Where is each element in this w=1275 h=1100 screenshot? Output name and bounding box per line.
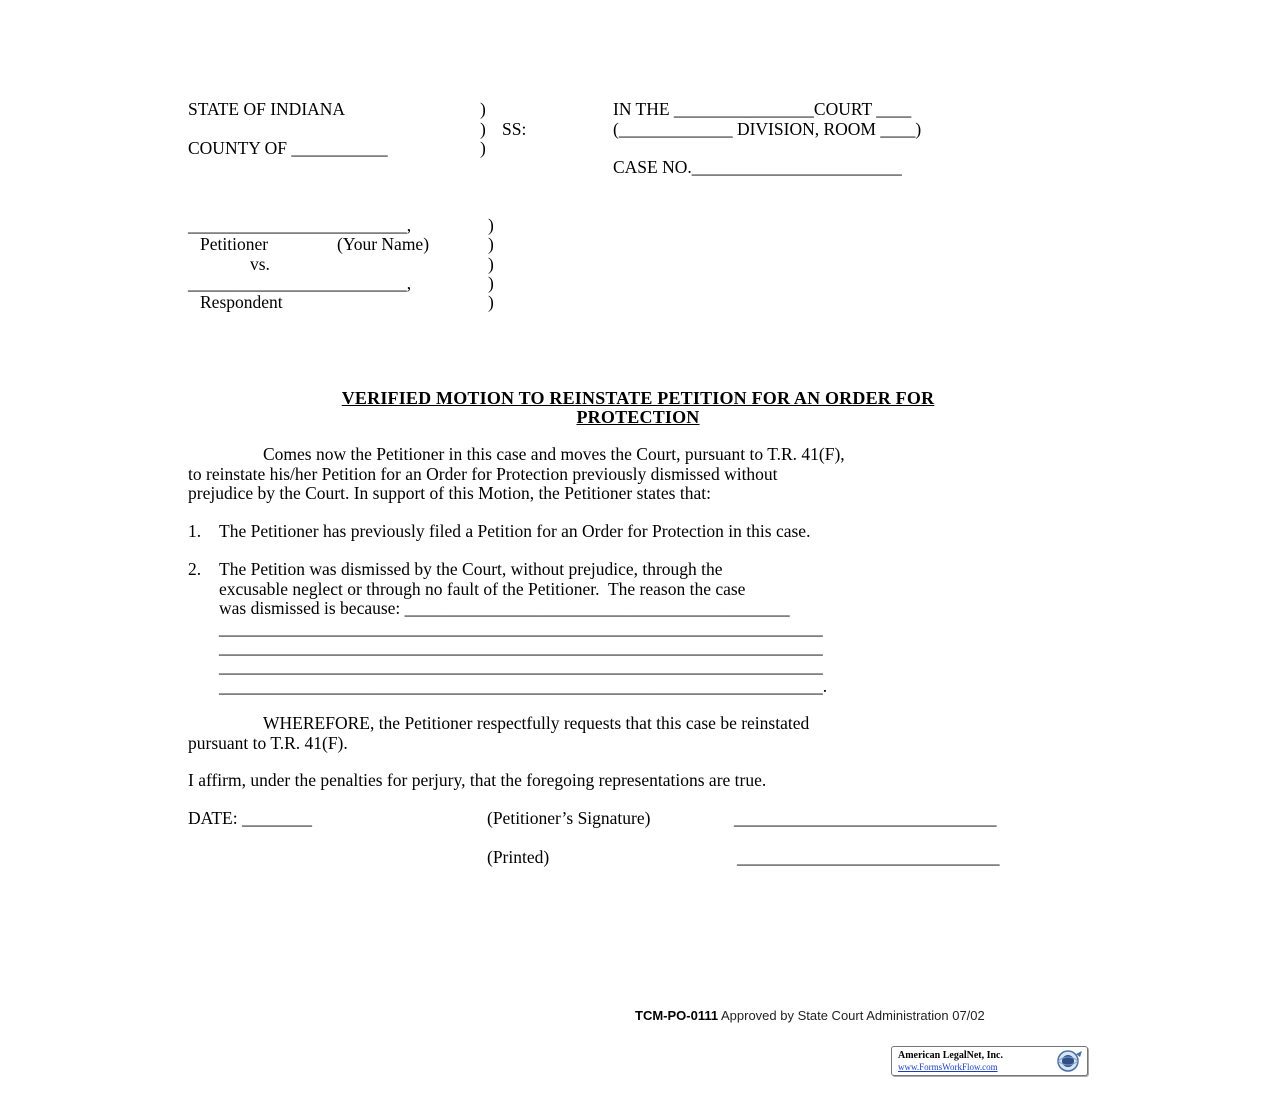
date-field: DATE: ________: [188, 808, 312, 828]
item-number: 2.: [188, 559, 202, 579]
reason-blank-line: _____________________________________________________________________: [219, 656, 823, 676]
printed-name-line: ______________________________: [737, 847, 1000, 867]
affirmation-statement: I affirm, under the penalties for perjury, that the foregoing representations are true.: [188, 770, 767, 790]
reason-blank-line: _____________________________________________________________________: [219, 637, 823, 657]
state-label: STATE OF INDIANA: [188, 99, 346, 119]
publisher-name: American LegalNet, Inc.: [898, 1050, 1003, 1061]
document-title-cont: PROTECTION: [576, 407, 700, 427]
case-number-field: CASE NO.________________________: [613, 157, 902, 177]
ss-label: SS:: [502, 119, 527, 139]
globe-icon: [1052, 1049, 1084, 1073]
reason-field: was dismissed is because: ____________________________________________: [219, 598, 790, 618]
form-footer: [635, 1008, 985, 1023]
item-number: 1.: [188, 521, 202, 541]
reason-blank-line: _____________________________________________________________________.: [219, 676, 828, 696]
parties-paren: ): [488, 254, 494, 274]
caption-paren: ): [480, 119, 486, 139]
intro-paragraph: Comes now the Petitioner in this case and moves the Court, pursuant to T.R. 41(F),: [263, 444, 845, 464]
versus-label: vs.: [250, 254, 270, 274]
petitioner-name-line: _________________________,: [188, 215, 412, 235]
court-name-field: IN THE ________________COURT ____: [613, 99, 912, 119]
document-title: VERIFIED MOTION TO REINSTATE PETITION FOR AN ORDER FOR: [341, 388, 935, 408]
respondent-name-line: _________________________,: [188, 273, 412, 293]
signature-line: ______________________________: [734, 808, 997, 828]
intro-paragraph: to reinstate his/her Petition for an Order for Protection previously dismissed without: [188, 464, 778, 484]
intro-paragraph: prejudice by the Court. In support of this Motion, the Petitioner states that:: [188, 483, 711, 503]
respondent-label: Respondent: [200, 292, 283, 312]
publisher-url-link[interactable]: www.FormsWorkFlow.com: [898, 1062, 998, 1072]
caption-paren: ): [480, 99, 486, 119]
wherefore-paragraph: pursuant to T.R. 41(F).: [188, 733, 348, 753]
item-text: The Petitioner has previously filed a Petition for an Order for Protection in this case.: [219, 521, 811, 541]
parties-paren: ): [488, 215, 494, 235]
parties-paren: ): [488, 273, 494, 293]
printed-name-label: (Printed): [487, 847, 550, 867]
caption-paren: ): [480, 138, 486, 158]
item-text: The Petition was dismissed by the Court, without prejudice, through the: [219, 559, 723, 579]
approval-note: Approved by State Court Administration 07/02: [718, 1008, 985, 1023]
parties-paren: ): [488, 292, 494, 312]
petitioner-label: Petitioner: [200, 234, 269, 254]
wherefore-paragraph: WHEREFORE, the Petitioner respectfully requests that this case be reinstated: [263, 713, 810, 733]
item-text: excusable neglect or through no fault of the Petitioner. The reason the case: [219, 579, 746, 599]
form-code: TCM-PO-0111: [635, 1008, 719, 1023]
parties-paren: ): [488, 234, 494, 254]
signature-label: (Petitioner’s Signature): [487, 808, 651, 828]
county-label: COUNTY OF ___________: [188, 138, 388, 158]
division-room-field: (_____________ DIVISION, ROOM ____): [613, 119, 922, 139]
publisher-logo: [891, 1046, 1088, 1076]
your-name-label: (Your Name): [337, 234, 430, 254]
reason-blank-line: _____________________________________________________________________: [219, 618, 823, 638]
